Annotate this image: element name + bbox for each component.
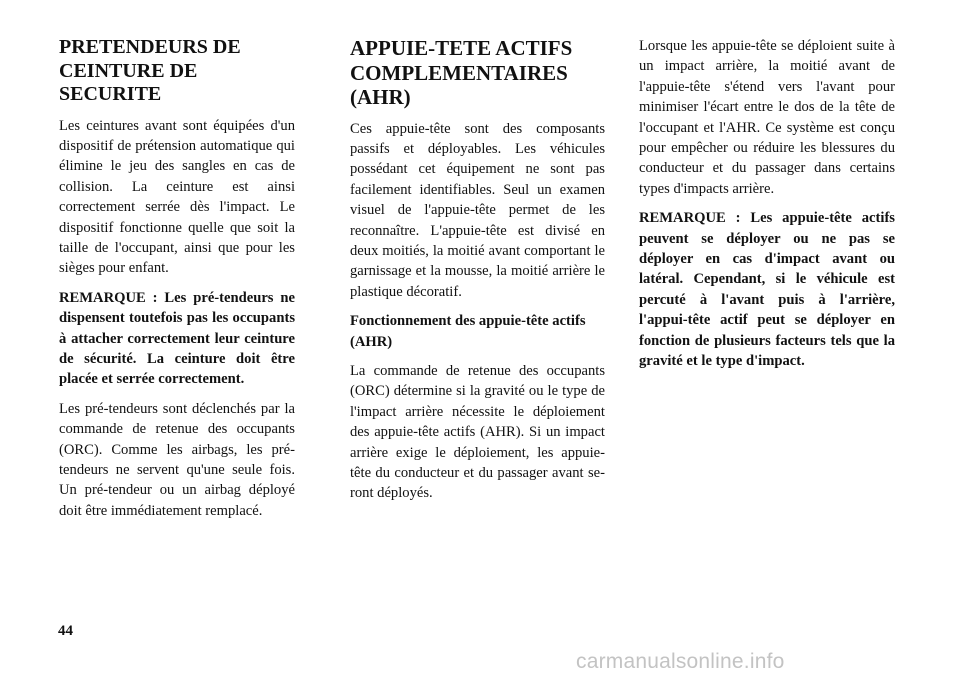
column-right <box>639 36 895 381</box>
ahr-note: REMARQUE : Les appuie-tête actifs peuvent se déployer ou ne pas se déployer en cas d'impact avant ou latéral. Cependant, si le véhicule est percuté à l'avant puis à l'arrière, l'appui-tête actif peut se déployer en fonction de plusieurs facteurs tels que la gravité et le type d'impact. <box>639 210 895 370</box>
pretensioners-paragraph-2: Les pré-tendeurs sont déclenchés par la commande de retenue des occupants (ORC). Comme les airbags, les pré-tendeurs ne servent qu'une seule fois. Un pré-tendeur ou un airbag déployé doit être immédiatement remplacé. <box>59 400 295 519</box>
pretensioners-note: REMARQUE : Les pré-tendeurs ne dispensent toutefois pas les occupants à attacher correctement leur ceinture de sécurité. La ceinture doit être placée et serrée correctement. <box>59 289 295 388</box>
page-number: 44 <box>58 623 73 639</box>
watermark: carmanualsonline.info <box>576 650 785 673</box>
column-middle <box>350 36 605 513</box>
ahr-deployment-paragraph: Lorsque les appuie-tête se déploient suite à un impact arrière, la moitié avant de l'appuie-tête s'étend vers l'avant pour minimiser l'écart entre le dos de la tête de l'occupant et l'AHR. Ce système est conçu pour empêcher ou réduire les blessures du conducteur et du passager dans certains types d'impacts arrière. <box>639 38 895 197</box>
section-heading-ahr: APPUIE-TETE ACTIFS COMPLEMENTAIRES (AHR) <box>350 36 573 109</box>
section-heading-pretensioners: PRETENDEURS DE CEINTURE DE SECURITE <box>59 36 241 105</box>
ahr-subheading: Fonctionnement des appuie-tête actifs (AHR) <box>350 313 586 350</box>
ahr-paragraph: Ces appuie-tête sont des composants passifs et déployables. Les véhicules possédant cet équipement ne sont pas facilement identifiables. Seul un examen visuel de l'appuie-tête permet de les reconnaître. L'appuie-tête est divisé en deux moitiés, la moitié avant comportant le garnissage et la mousse, la moitié arrière le plastique décoratif. <box>350 120 605 300</box>
ahr-paragraph-2: La commande de retenue des occupants (ORC) détermine si la gravité ou le type de l'impact arrière nécessite le déploiement des appuie-tête actifs (AHR). Si un impact arrière exige le déploiement, les appuie-tête du conducteur et du passager avant seront déployés. <box>350 362 605 502</box>
column-left <box>59 36 295 530</box>
pretensioners-paragraph: Les ceintures avant sont équipées d'un dispositif de prétension automatique qui élimine le jeu des sangles en cas de collision. La ceinture est ainsi correctement serrée dès l'impact. Le dispositif fonctionne quelle que soit la taille de l'occupant, ainsi que pour les sièges pour enfant. <box>59 117 295 277</box>
